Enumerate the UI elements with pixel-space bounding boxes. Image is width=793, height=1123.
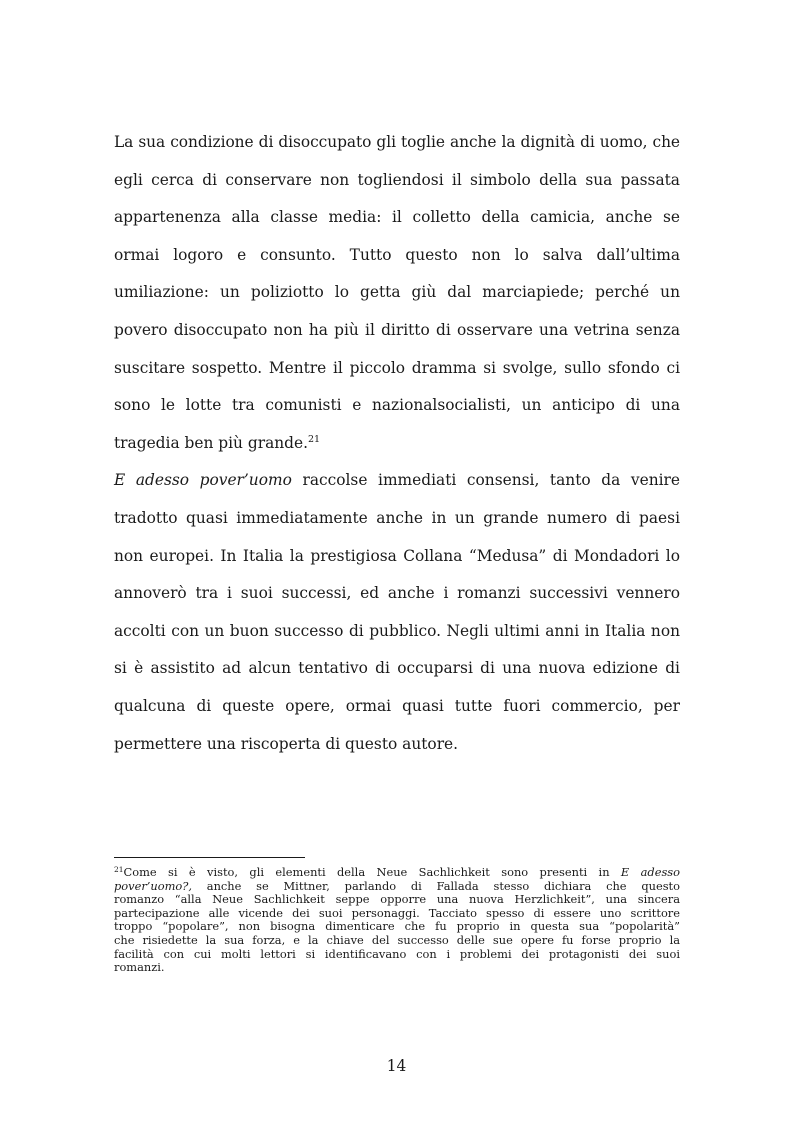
text-line: ormai logoro e consunto. Tutto questo non lo salva dall’ultima xyxy=(114,245,680,264)
text-line: sono le lotte tra comunisti e nazionalsocialisti, un anticipo di una xyxy=(114,396,680,415)
footnote-reference[interactable]: 21 xyxy=(308,433,321,445)
body-text xyxy=(114,124,680,763)
footnote-line: troppo “popolare”, non bisogna dimenticare che fu proprio in questa sua “popolarità” xyxy=(114,919,680,934)
text-line-content: raccolse immediati consensi, tanto da venire xyxy=(291,471,680,490)
text-line: povero disoccupato non ha più il diritto di osservare una vetrina senza xyxy=(114,320,680,339)
footnote-text: Come si è visto, gli elementi della Neue Sachlichkeit sono presenti in xyxy=(123,865,621,879)
footnote-line: partecipazione alle vicende dei suoi personaggi. Tacciato spesso di essere uno scrittore xyxy=(114,905,680,920)
text-line: accolti con un buon successo di pubblico. Negli ultimi anni in Italia non xyxy=(114,621,680,640)
book-title: pover’uomo?, xyxy=(114,878,192,893)
text-line: si è assistito ad alcun tentativo di occuparsi di una nuova edizione di xyxy=(114,659,680,678)
text-line: egli cerca di conservare non togliendosi il simbolo della sua passata xyxy=(114,170,680,189)
footnote-separator xyxy=(114,857,305,858)
footnote-text: anche se Mittner, parlando di Fallada stesso dichiara che questo xyxy=(191,878,680,893)
footnote-line: che risiedette la sua forza, e la chiave del successo delle sue opere fu forse proprio la xyxy=(114,932,680,947)
footnote xyxy=(114,866,680,975)
text-line xyxy=(114,425,680,463)
text-line: permettere una riscoperta di questo autore. xyxy=(114,734,459,753)
book-title: E adesso pover’uomo xyxy=(114,471,292,490)
text-line: non europei. In Italia la prestigiosa Collana “Medusa” di Mondadori lo xyxy=(114,546,680,565)
text-line: La sua condizione di disoccupato gli toglie anche la dignità di uomo, che xyxy=(114,133,680,151)
text-line: suscitare sospetto. Mentre il piccolo dramma si svolge, sullo sfondo ci xyxy=(114,358,680,377)
footnote-line: romanzi. xyxy=(114,960,165,975)
text-line: annoverò tra i suoi successi, ed anche i romanzi successivi vennero xyxy=(114,584,680,603)
text-line: qualcuna di queste opere, ormai quasi tutte fuori commercio, per xyxy=(114,696,680,715)
footnote-marker: 21 xyxy=(114,865,124,874)
page-number: 14 xyxy=(386,1057,407,1075)
text-line: umiliazione: un poliziotto lo getta giù dal marciapiede; perché un xyxy=(114,283,680,302)
footnote-line xyxy=(114,880,680,894)
text-line-content: tragedia ben più grande. xyxy=(114,433,309,452)
book-title: E adesso xyxy=(620,865,680,879)
text-line xyxy=(114,462,680,500)
footnote-line: facilità con cui molti lettori si identificavano con i problemi dei protagonisti dei suoi xyxy=(114,946,680,961)
text-line: appartenenza alla classe media: il colletto della camicia, anche se xyxy=(114,208,680,227)
footnote-line: romanzo “alla Neue Sachlichkeit seppe opporre una nuova Herzlichkeit”, una sincera xyxy=(114,892,680,907)
footnote-line xyxy=(114,866,680,880)
text-line: tradotto quasi immediatamente anche in un grande numero di paesi xyxy=(114,508,680,527)
